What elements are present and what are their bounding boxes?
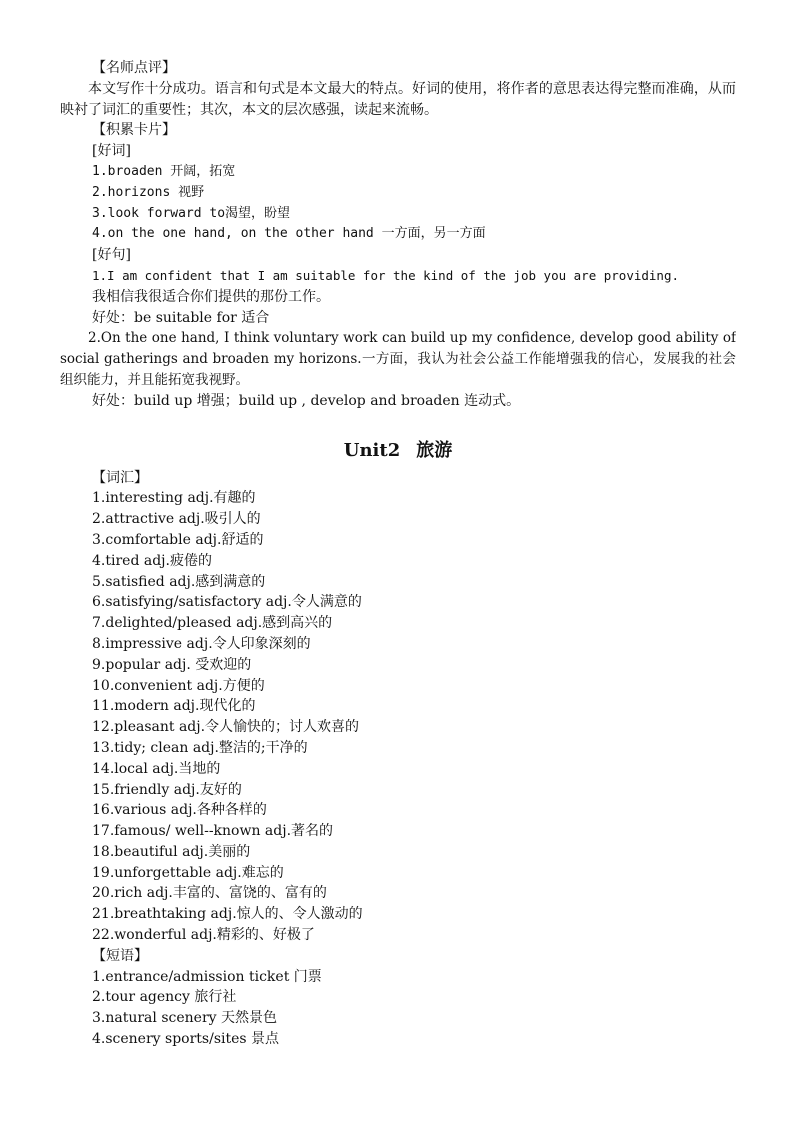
vocabulary-item: 20.rich adj.丰富的、富饶的、富有的 [92, 885, 327, 902]
vocabulary-item: 5.satisfied adj.感到满意的 [92, 573, 266, 590]
vocabulary-item: 2.attractive adj.吸引人的 [92, 511, 261, 528]
vocabulary-item: 1.interesting adj.有趣的 [92, 490, 256, 507]
cards-header: 【积累卡片】 [92, 122, 176, 139]
phrases-header: 【短语】 [92, 947, 148, 964]
vocabulary-item: 9.popular adj. 受欢迎的 [92, 656, 252, 673]
vocabulary-item: 11.modern adj.现代化的 [92, 698, 256, 715]
phrase-item: 2.tour agency 旅行社 [92, 989, 237, 1006]
good-word-item: 3.look forward to渴望，盼望 [92, 205, 291, 221]
vocabulary-item: 15.friendly adj.友好的 [92, 781, 242, 798]
vocabulary-item: 4.tired adj.疲倦的 [92, 552, 212, 569]
vocabulary-item: 16.various adj.各种各样的 [92, 802, 267, 819]
good-word-item: 2.horizons 视野 [92, 184, 205, 200]
vocabulary-item: 21.breathtaking adj.惊人的、令人激动的 [92, 906, 363, 923]
vocabulary-item: 22.wonderful adj.精彩的、好极了 [92, 927, 315, 944]
good-word-item: 1.broaden 开阔，拓宽 [92, 163, 236, 179]
vocabulary-header: 【词汇】 [92, 469, 148, 486]
sentence-1-benefit: 好处：be suitable for 适合 [92, 309, 270, 326]
sentence-2-text: 2.On the one hand, I think voluntary work can build up my confidence, develop good ability of social gatherings and broaden my horizons.一方面，我认为社会公益工作能增强我的信心，发展我的社会组织能力，并且能拓宽我视野。 [60, 330, 736, 388]
good-words-label: [好词] [92, 143, 131, 160]
vocabulary-item: 13.tidy; clean adj.整洁的;干净的 [92, 739, 308, 756]
good-sentences-label: [好句] [92, 247, 131, 264]
unit-title: 旅游 [416, 439, 453, 461]
sentence-1-chinese: 我相信我很适合你们提供的那份工作。 [92, 288, 330, 305]
vocabulary-item: 7.delighted/pleased adj.感到高兴的 [92, 615, 333, 632]
document-page [60, 58, 736, 1050]
vocabulary-item: 8.impressive adj.令人印象深刻的 [92, 635, 311, 652]
vocabulary-item: 3.comfortable adj.舒适的 [92, 531, 264, 548]
vocabulary-item: 14.local adj.当地的 [92, 760, 221, 777]
sentence-1-english: 1.I am confident that I am suitable for the kind of the job you are providing. [92, 267, 679, 283]
commentary-header: 【名师点评】 [92, 60, 176, 76]
vocabulary-item: 6.satisfying/satisfactory adj.令人满意的 [92, 594, 362, 611]
sentence-2-benefit: 好处：build up 增强；build up , develop and broaden 连动式。 [92, 392, 521, 409]
vocabulary-item: 18.beautiful adj.美丽的 [92, 843, 251, 860]
phrase-item: 1.entrance/admission ticket 门票 [92, 968, 322, 985]
unit-number: Unit2 [343, 439, 401, 461]
good-word-item: 4.on the one hand, on the other hand 一方面，另一方面 [92, 226, 486, 242]
phrase-item: 4.scenery sports/sites 景点 [92, 1031, 280, 1048]
vocabulary-item: 17.famous/ well--known adj.著名的 [92, 823, 334, 840]
vocabulary-item: 10.convenient adj.方便的 [92, 677, 265, 694]
phrase-item: 3.natural scenery 天然景色 [92, 1010, 277, 1027]
vocabulary-item: 19.unforgettable adj.难忘的 [92, 864, 284, 881]
unit-heading [60, 438, 736, 464]
commentary-text: 本文写作十分成功。语言和句式是本文最大的特点。好词的使用，将作者的意思表达得完整而准确，从而映衬了词汇的重要性；其次，本文的层次感强，读起来流畅。 [60, 80, 736, 118]
vocabulary-item: 12.pleasant adj.令人愉快的；讨人欢喜的 [92, 719, 360, 736]
